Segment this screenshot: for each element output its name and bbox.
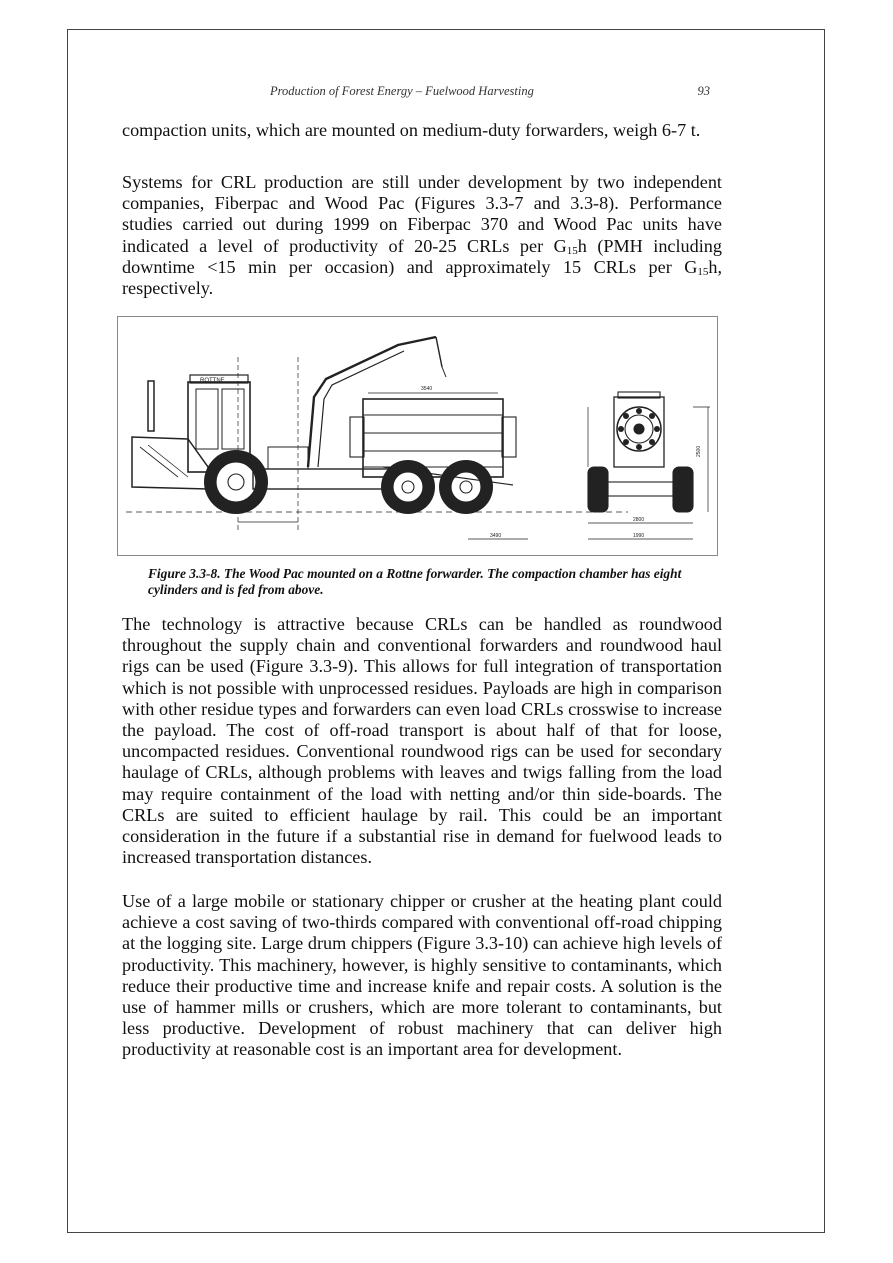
p2-text-a: Systems for CRL production are still under development by two independent companies, Fiberpac and Wood Pac (Figures 3.3-7 and 3.3-8). Performance studies carried out during 1999 on Fiberpac 370 and Wood Pac units have indicated a level of productivity of 20-25 CRLs per G	[122, 172, 722, 256]
figure-forwarder-drawing	[117, 316, 718, 556]
page-number: 93	[697, 84, 710, 98]
paragraph-3: The technology is attractive because CRLs can be handled as roundwood throughout the supply chain and conventional forwarders and roundwood haul rigs can be used (Figure 3.3-9). This allows for full integration of transportation which is not possible with unprocessed residues. Payloads are high in comparison with other residue types and forwarders can even load CRLs crosswise to increase the payload. The cost of off-road transport is about half of that for loose, uncompacted residues. Conventional roundwood rigs can be used for secondary haulage of CRLs, although problems with leaves and twigs falling from the load may require containment of the load with netting and/or thin side-boards. The CRLs are suited to efficient haulage by rail. This could be an important consideration in the future if a substantial rise in demand for fuelwood leads to increased transportation distances.	[122, 614, 722, 868]
paragraph-4: Use of a large mobile or stationary chipper or crusher at the heating plant could achieve a cost saving of two-thirds compared with conventional off-road chipping at the logging site. Large drum chippers (Figure 3.3-10) can achieve high levels of productivity. This machinery, however, is highly sensitive to contaminants, which reduce their productive time and increase knife and repair costs. A solution is the use of hammer mills or crushers, which are more tolerant to contaminants, but less productive. Development of robust machinery that can deliver high productivity at reasonable cost is an important area for development.	[122, 891, 722, 1060]
base-dimension-1: 3490	[490, 533, 502, 539]
base-dimension-2: 1990	[633, 533, 645, 539]
p2-text-b: h (PMH including downtime <15 min per occasion) and approximately 15 CRLs per G	[122, 235, 722, 277]
running-head-title: Production of Forest Energy – Fuelwood Harvesting	[270, 84, 534, 98]
forwarder-drawing-icon	[118, 317, 717, 555]
p2-subscript-2: 15	[697, 265, 709, 278]
p2-subscript-1: 15	[566, 244, 578, 257]
rear-height-dimension: 2500	[696, 445, 702, 457]
p2-text-c: h, respectively.	[122, 256, 722, 299]
running-head	[270, 84, 710, 99]
figure-caption: Figure 3.3-8. The Wood Pac mounted on a Rottne forwarder. The compaction chamber has eight cylinders and is fed from above.	[148, 566, 682, 597]
paragraph-1: compaction units, which are mounted on medium-duty forwarders, weigh 6-7 t.	[122, 120, 701, 140]
length-dimension-label: 3540	[421, 386, 433, 392]
rear-width-dimension: 2800	[633, 517, 645, 523]
cab-brand-label: ROTTNE	[200, 378, 225, 384]
paragraph-2	[122, 172, 722, 299]
